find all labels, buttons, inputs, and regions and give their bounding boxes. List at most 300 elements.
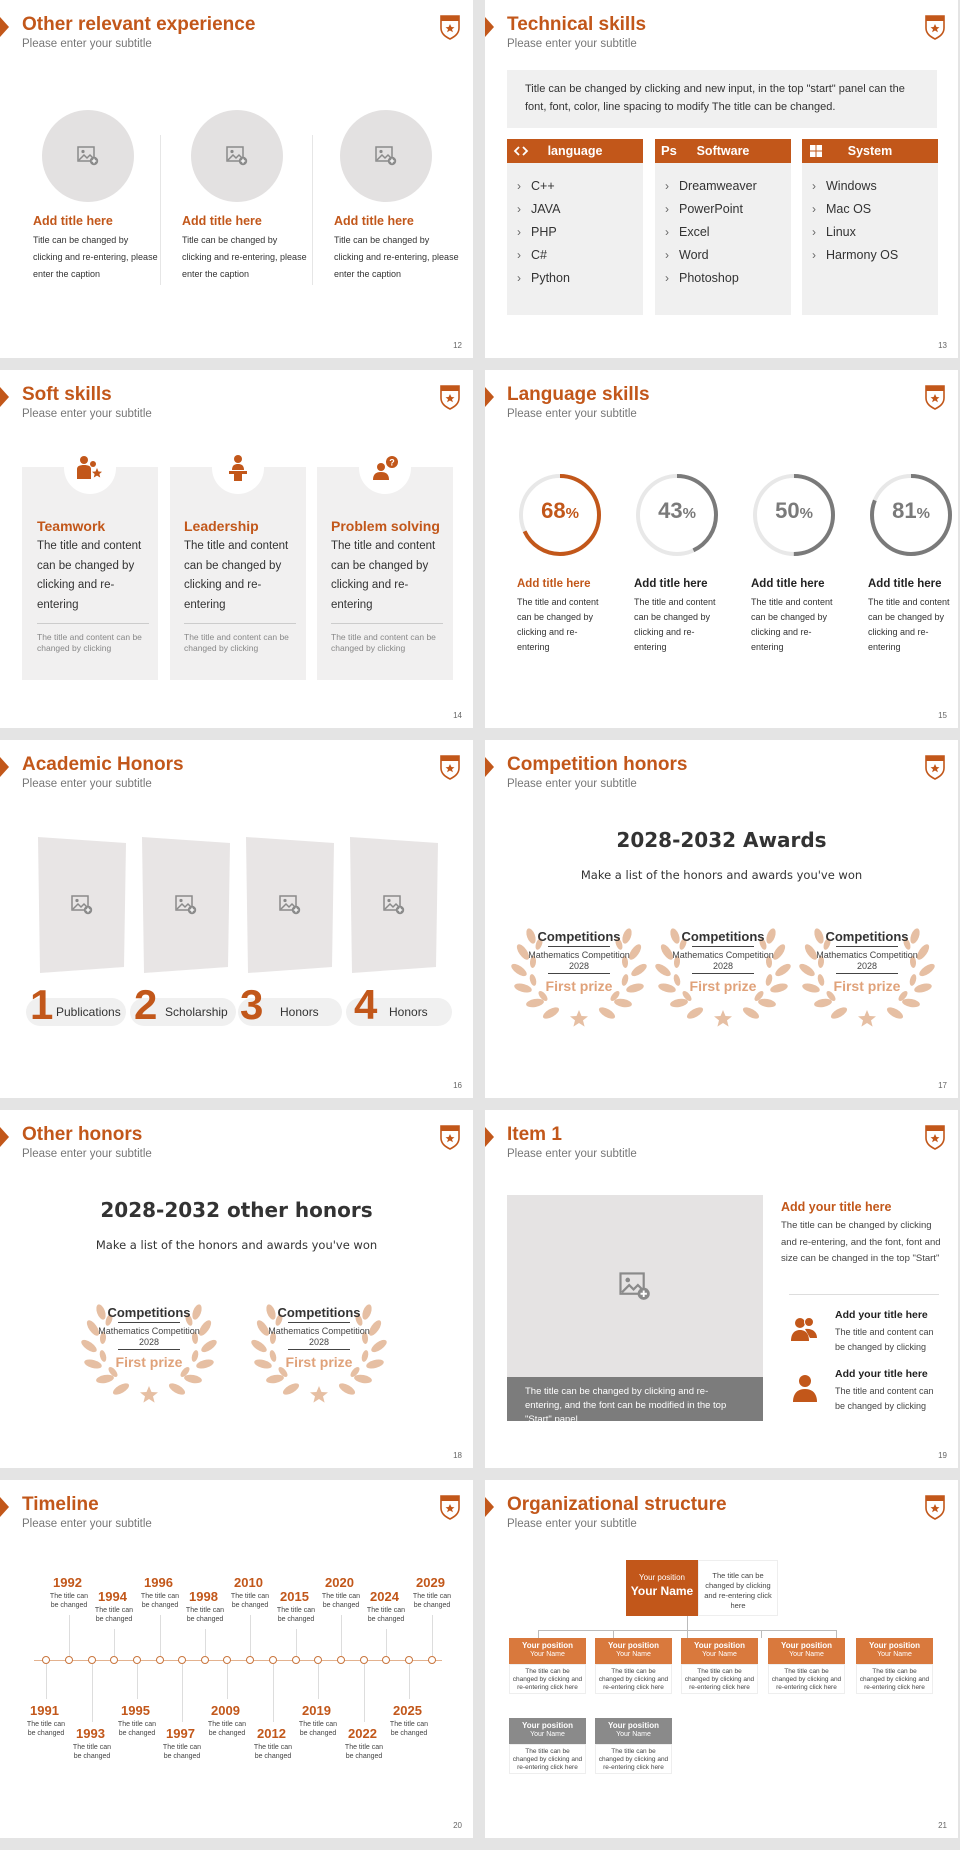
timeline-caption: The title can be changed bbox=[412, 1593, 452, 1609]
timeline-caption: The title can be changed bbox=[366, 1607, 406, 1623]
crest-logo bbox=[439, 1124, 461, 1150]
timeline-year: 1994 bbox=[98, 1589, 127, 1604]
slide-title: Other honors bbox=[22, 1124, 143, 1145]
timeline-dot bbox=[360, 1656, 368, 1664]
leadership-icon bbox=[212, 442, 264, 494]
ring-percent: % bbox=[799, 505, 813, 522]
timeline-dot bbox=[337, 1656, 345, 1664]
connector bbox=[836, 1630, 837, 1638]
divider bbox=[331, 623, 443, 624]
page-number: 17 bbox=[938, 1081, 947, 1090]
timeline-connector bbox=[69, 1615, 70, 1656]
timeline-year: 1997 bbox=[166, 1726, 195, 1741]
org-position: Your position bbox=[608, 1641, 659, 1650]
timeline-connector bbox=[386, 1629, 387, 1656]
soft-skill-text bbox=[184, 518, 296, 654]
connector bbox=[613, 1630, 614, 1638]
timeline-dot bbox=[314, 1656, 322, 1664]
timeline-dot bbox=[133, 1656, 141, 1664]
org-note: The title can be changed by clicking and re-entering click here bbox=[595, 1744, 672, 1774]
award-wreath bbox=[797, 918, 937, 1028]
code-icon bbox=[513, 143, 529, 159]
timeline-dot bbox=[382, 1656, 390, 1664]
experience-item bbox=[182, 214, 307, 283]
timeline-caption: The title can be changed bbox=[72, 1744, 112, 1760]
org-name: Your Name bbox=[530, 1651, 565, 1658]
slide-technical-skills[interactable] bbox=[485, 0, 958, 358]
timeline-caption: The title can be changed bbox=[321, 1593, 361, 1609]
slide-item-1[interactable] bbox=[485, 1110, 958, 1468]
soft-skill-title: Teamwork bbox=[37, 518, 106, 534]
timeline-caption: The title can be changed bbox=[298, 1721, 338, 1737]
timeline-dot bbox=[110, 1656, 118, 1664]
org-note: The title can be changed by clicking and re-entering click here bbox=[509, 1664, 586, 1694]
teamwork-icon bbox=[64, 442, 116, 494]
org-note: The title can be changed by clicking and re-entering click here bbox=[509, 1744, 586, 1774]
org-position: Your position bbox=[869, 1641, 920, 1650]
skill-item: › Harmony OS bbox=[812, 244, 898, 267]
image-placeholder[interactable] bbox=[340, 110, 432, 202]
org-name: Your Name bbox=[877, 1651, 912, 1658]
org-name: Your Name bbox=[789, 1651, 824, 1658]
timeline-year: 2010 bbox=[234, 1575, 263, 1590]
award-title: Competitions bbox=[825, 929, 909, 944]
award-year: 2028 bbox=[568, 961, 590, 971]
timeline-caption: The title can be changed bbox=[253, 1744, 293, 1760]
skill-header-label: language bbox=[547, 144, 603, 158]
skill-item: › Dreamweaver bbox=[665, 175, 757, 198]
honor-number: 1 bbox=[30, 981, 54, 1028]
award-title: Competitions bbox=[277, 1305, 361, 1320]
slide-subtitle: Please enter your subtitle bbox=[22, 38, 152, 50]
award-year: 2028 bbox=[308, 1337, 330, 1347]
timeline-year: 2020 bbox=[325, 1575, 354, 1590]
image-caption: The title can be changed by clicking and re-entering, and the font can be modified in the top "Start" panel. bbox=[507, 1377, 763, 1421]
timeline-year: 2012 bbox=[257, 1726, 286, 1741]
award-year: 2028 bbox=[712, 961, 734, 971]
skill-header-language bbox=[507, 139, 643, 163]
slide-title: Soft skills bbox=[22, 384, 112, 405]
timeline-year: 2024 bbox=[370, 1589, 399, 1604]
image-icon bbox=[383, 895, 405, 915]
slide-title: Academic Honors bbox=[22, 754, 184, 775]
item-body: Title can be changed by clicking and re-entering, please enter the caption bbox=[182, 235, 307, 279]
org-top-box[interactable] bbox=[626, 1560, 698, 1616]
crest-logo bbox=[439, 754, 461, 780]
org-name: Your Name bbox=[616, 1651, 651, 1658]
timeline-dot bbox=[269, 1656, 277, 1664]
slide-title: Item 1 bbox=[507, 1124, 562, 1145]
image-placeholder[interactable] bbox=[507, 1195, 763, 1377]
slide-competition-honors[interactable] bbox=[485, 740, 958, 1098]
crest-logo bbox=[924, 384, 946, 410]
page-number: 15 bbox=[938, 711, 947, 720]
ring-value: 68 bbox=[541, 498, 566, 523]
timeline-year: 2009 bbox=[211, 1703, 240, 1718]
ring-label bbox=[751, 498, 837, 524]
title-marker bbox=[485, 757, 494, 777]
timeline-connector bbox=[182, 1664, 183, 1722]
divider bbox=[118, 1349, 180, 1350]
award-sub: Mathematics Competition bbox=[98, 1326, 200, 1336]
skill-item: › C++ bbox=[517, 175, 570, 198]
org-box[interactable] bbox=[509, 1638, 586, 1664]
svg-text:?: ? bbox=[389, 457, 395, 468]
title-marker bbox=[0, 1497, 9, 1517]
ring-label bbox=[517, 498, 603, 524]
slide-language-skills[interactable] bbox=[485, 370, 958, 728]
timeline-connector bbox=[205, 1629, 206, 1656]
org-box[interactable] bbox=[509, 1718, 586, 1744]
language-title: Add title here bbox=[517, 578, 591, 590]
image-placeholder[interactable] bbox=[191, 110, 283, 202]
image-placeholder[interactable] bbox=[42, 110, 134, 202]
skill-header-system bbox=[802, 139, 938, 163]
title-marker bbox=[0, 757, 9, 777]
timeline-year: 1991 bbox=[30, 1703, 59, 1718]
slide-subtitle: Please enter your subtitle bbox=[507, 1518, 637, 1530]
org-name: Your Name bbox=[702, 1651, 737, 1658]
divider bbox=[548, 973, 610, 974]
divider bbox=[184, 623, 296, 624]
honor-label: Publications bbox=[56, 1005, 121, 1019]
soft-skill-text bbox=[331, 518, 443, 654]
timeline-dot bbox=[156, 1656, 164, 1664]
point-title: Add your title here bbox=[835, 1368, 928, 1380]
page-number: 18 bbox=[453, 1451, 462, 1460]
award-title: Competitions bbox=[537, 929, 621, 944]
org-position: Your position bbox=[608, 1721, 659, 1730]
timeline-caption: The title can be changed bbox=[185, 1607, 225, 1623]
org-top-note: The title can be changed by clicking and re-entering click here bbox=[698, 1560, 778, 1616]
soft-skill-note: The title and content can be changed by clicking bbox=[184, 632, 289, 653]
timeline-year: 1993 bbox=[76, 1726, 105, 1741]
experience-item bbox=[33, 214, 158, 283]
slide-other-honors[interactable] bbox=[0, 1110, 473, 1468]
title-marker bbox=[0, 17, 9, 37]
slide-other-relevant-experience[interactable] bbox=[0, 0, 473, 358]
org-name: Your Name bbox=[530, 1731, 565, 1738]
experience-item bbox=[334, 214, 459, 283]
skill-item: › Python bbox=[517, 267, 570, 290]
timeline-caption: The title can be changed bbox=[117, 1721, 157, 1737]
timeline-dot bbox=[223, 1656, 231, 1664]
award-prize: First prize bbox=[285, 1354, 353, 1370]
language-ring bbox=[868, 472, 954, 558]
page-number: 21 bbox=[938, 1821, 947, 1830]
divider bbox=[288, 1322, 350, 1323]
timeline-connector bbox=[273, 1664, 274, 1722]
skill-item: › Word bbox=[665, 244, 757, 267]
award-prize: First prize bbox=[833, 978, 901, 994]
award-sub: Mathematics Competition bbox=[268, 1326, 370, 1336]
awards-subheading: Make a list of the honors and awards you've won bbox=[95, 1238, 378, 1252]
ring-percent: % bbox=[682, 505, 696, 522]
timeline-caption: The title can be changed bbox=[94, 1607, 134, 1623]
org-box[interactable] bbox=[681, 1638, 758, 1664]
award-title: Competitions bbox=[107, 1305, 191, 1320]
image-icon bbox=[175, 895, 197, 915]
divider bbox=[836, 946, 898, 947]
soft-skill-body: The title and content can be changed by clicking and re-entering bbox=[37, 540, 142, 611]
side-title: Add your title here bbox=[781, 1200, 892, 1214]
slide-title: Other relevant experience bbox=[22, 14, 256, 35]
divider bbox=[836, 973, 898, 974]
timeline-year: 2025 bbox=[393, 1703, 422, 1718]
soft-skill-note: The title and content can be changed by clicking bbox=[331, 632, 436, 653]
language-body: The title and content can be changed by clicking and re-entering bbox=[634, 597, 716, 652]
image-icon bbox=[375, 146, 397, 166]
honor-label: Honors bbox=[389, 1005, 428, 1019]
problem-solving-icon bbox=[359, 442, 411, 494]
org-box[interactable] bbox=[768, 1638, 845, 1664]
award-prize: First prize bbox=[545, 978, 613, 994]
skill-header-label: System bbox=[847, 144, 893, 158]
timeline-dot bbox=[246, 1656, 254, 1664]
page-number: 13 bbox=[938, 341, 947, 350]
timeline-connector bbox=[432, 1615, 433, 1656]
org-box[interactable] bbox=[595, 1638, 672, 1664]
soft-skill-note: The title and content can be changed by clicking bbox=[37, 632, 142, 653]
page-number: 12 bbox=[453, 341, 462, 350]
ring-value: 81 bbox=[892, 498, 917, 523]
timeline-connector bbox=[114, 1629, 115, 1656]
slide-subtitle: Please enter your subtitle bbox=[507, 408, 637, 420]
crest-logo bbox=[924, 1494, 946, 1520]
award-sub: Mathematics Competition bbox=[816, 950, 918, 960]
title-marker bbox=[485, 1127, 494, 1147]
slide-title: Language skills bbox=[507, 384, 650, 405]
timeline-year: 1998 bbox=[189, 1589, 218, 1604]
slide-title: Organizational structure bbox=[507, 1494, 727, 1515]
slide-timeline[interactable] bbox=[0, 1480, 473, 1838]
timeline-connector bbox=[364, 1664, 365, 1722]
award-title: Competitions bbox=[681, 929, 765, 944]
point-body: The title and content can be changed by clicking bbox=[835, 1327, 934, 1352]
timeline-dot bbox=[292, 1656, 300, 1664]
image-icon bbox=[71, 895, 93, 915]
timeline-year: 2022 bbox=[348, 1726, 377, 1741]
connector bbox=[761, 1630, 762, 1638]
org-name: Your Name bbox=[630, 1584, 694, 1598]
slide-title: Competition honors bbox=[507, 754, 688, 775]
item-title: Add title here bbox=[334, 214, 414, 228]
timeline-year: 2029 bbox=[416, 1575, 445, 1590]
slide-title: Technical skills bbox=[507, 14, 647, 35]
timeline-connector bbox=[318, 1664, 319, 1699]
language-title: Add title here bbox=[634, 578, 708, 590]
awards-subheading: Make a list of the honors and awards you've won bbox=[580, 868, 863, 882]
timeline-caption: The title can be changed bbox=[344, 1744, 384, 1760]
timeline-dot bbox=[42, 1656, 50, 1664]
slide-subtitle: Please enter your subtitle bbox=[22, 778, 152, 790]
point-body: The title and content can be changed by clicking bbox=[835, 1386, 934, 1411]
language-body: The title and content can be changed by clicking and re-entering bbox=[868, 597, 950, 652]
timeline-connector bbox=[160, 1615, 161, 1656]
connector bbox=[687, 1630, 688, 1638]
awards-heading: 2028-2032 other honors bbox=[100, 1198, 373, 1222]
award-wreath bbox=[509, 918, 649, 1028]
ps-icon: Ps bbox=[661, 143, 677, 158]
page-number: 20 bbox=[453, 1821, 462, 1830]
timeline-caption: The title can be changed bbox=[389, 1721, 429, 1737]
soft-skill-text bbox=[37, 518, 149, 654]
timeline-year: 2015 bbox=[280, 1589, 309, 1604]
timeline-connector bbox=[296, 1629, 297, 1656]
skill-list bbox=[665, 175, 757, 290]
timeline-connector bbox=[92, 1664, 93, 1722]
timeline-connector bbox=[409, 1664, 410, 1699]
timeline-year: 1992 bbox=[53, 1575, 82, 1590]
org-box[interactable] bbox=[595, 1718, 672, 1744]
intro-text: Title can be changed by clicking and new input, in the top "start" panel can the font, font, color, line spacing to modify The title can be changed. bbox=[507, 70, 937, 128]
org-position: Your position bbox=[781, 1641, 832, 1650]
timeline-caption: The title can be changed bbox=[140, 1593, 180, 1609]
crest-logo bbox=[439, 1494, 461, 1520]
slide-academic-honors[interactable] bbox=[0, 740, 473, 1098]
slide-title: Timeline bbox=[22, 1494, 99, 1515]
divider bbox=[288, 1349, 350, 1350]
ring-percent: % bbox=[916, 505, 930, 522]
timeline-caption: The title can be changed bbox=[207, 1721, 247, 1737]
org-box[interactable] bbox=[856, 1638, 933, 1664]
timeline-year: 1996 bbox=[144, 1575, 173, 1590]
slide-subtitle: Please enter your subtitle bbox=[22, 408, 152, 420]
page-number: 14 bbox=[453, 711, 462, 720]
ring-percent: % bbox=[565, 505, 579, 522]
divider bbox=[118, 1322, 180, 1323]
divider bbox=[548, 946, 610, 947]
timeline-caption: The title can be changed bbox=[276, 1607, 316, 1623]
org-name: Your Name bbox=[616, 1731, 651, 1738]
timeline-connector bbox=[250, 1615, 251, 1656]
skill-item: › PHP bbox=[517, 221, 570, 244]
timeline-caption: The title can be changed bbox=[162, 1744, 202, 1760]
timeline-year: 2019 bbox=[302, 1703, 331, 1718]
item-title: Add title here bbox=[33, 214, 113, 228]
point-title: Add your title here bbox=[835, 1309, 928, 1321]
ring-label bbox=[634, 498, 720, 524]
org-note: The title can be changed by clicking and re-entering click here bbox=[681, 1664, 758, 1694]
skill-item: › PowerPoint bbox=[665, 198, 757, 221]
skill-header-label: Software bbox=[696, 144, 750, 158]
item-body: Title can be changed by clicking and re-entering, please enter the caption bbox=[334, 235, 459, 279]
skill-list bbox=[812, 175, 898, 267]
honor-label: Honors bbox=[280, 1005, 319, 1019]
ring-label bbox=[868, 498, 954, 524]
crest-logo bbox=[439, 384, 461, 410]
org-position: Your position bbox=[522, 1721, 573, 1730]
slide-soft-skills[interactable] bbox=[0, 370, 473, 728]
language-ring bbox=[751, 472, 837, 558]
award-wreath bbox=[249, 1294, 389, 1404]
timeline-connector bbox=[46, 1664, 47, 1699]
skill-item: › C# bbox=[517, 244, 570, 267]
divider bbox=[37, 623, 149, 624]
soft-skill-title: Problem solving bbox=[331, 518, 440, 534]
skill-item: › Mac OS bbox=[812, 198, 898, 221]
title-marker bbox=[485, 1497, 494, 1517]
honor-label: Scholarship bbox=[165, 1005, 228, 1019]
image-icon bbox=[279, 895, 301, 915]
slide-subtitle: Please enter your subtitle bbox=[507, 1148, 637, 1160]
honor-number: 3 bbox=[240, 981, 264, 1028]
timeline-dot bbox=[201, 1656, 209, 1664]
skill-item: › Excel bbox=[665, 221, 757, 244]
crest-logo bbox=[924, 1124, 946, 1150]
skill-item: › Linux bbox=[812, 221, 898, 244]
award-prize: First prize bbox=[115, 1354, 183, 1370]
title-marker bbox=[485, 17, 494, 37]
org-position: Your position bbox=[639, 1573, 685, 1582]
skill-item: › Photoshop bbox=[665, 267, 757, 290]
timeline-caption: The title can be changed bbox=[26, 1721, 66, 1737]
skill-header-software bbox=[655, 139, 791, 163]
award-prize: First prize bbox=[689, 978, 757, 994]
title-marker bbox=[0, 387, 9, 407]
slide-subtitle: Please enter your subtitle bbox=[22, 1148, 152, 1160]
divider bbox=[692, 973, 754, 974]
divider bbox=[312, 135, 313, 285]
award-sub: Mathematics Competition bbox=[672, 950, 774, 960]
skill-item: › JAVA bbox=[517, 198, 570, 221]
timeline-connector bbox=[341, 1615, 342, 1656]
image-icon bbox=[77, 146, 99, 166]
connector bbox=[538, 1630, 539, 1638]
ring-value: 50 bbox=[775, 498, 800, 523]
image-icon bbox=[619, 1272, 651, 1301]
timeline-dot bbox=[178, 1656, 186, 1664]
users-icon bbox=[790, 1316, 818, 1342]
language-ring bbox=[634, 472, 720, 558]
language-body: The title and content can be changed by clicking and re-entering bbox=[751, 597, 833, 652]
side-body: The title can be changed by clicking and re-entering, and the font, font and size can be changed in the top "Start" bbox=[781, 1220, 941, 1264]
image-icon bbox=[226, 146, 248, 166]
user-icon bbox=[792, 1374, 818, 1402]
honor-number: 2 bbox=[134, 981, 158, 1028]
timeline-dot bbox=[65, 1656, 73, 1664]
award-wreath bbox=[653, 918, 793, 1028]
divider bbox=[692, 946, 754, 947]
award-year: 2028 bbox=[138, 1337, 160, 1347]
awards-heading: 2028-2032 Awards bbox=[616, 828, 827, 852]
org-position: Your position bbox=[522, 1641, 573, 1650]
timeline-caption: The title can be changed bbox=[49, 1593, 89, 1609]
org-note: The title can be changed by clicking and re-entering click here bbox=[595, 1664, 672, 1694]
award-year: 2028 bbox=[856, 961, 878, 971]
slide-subtitle: Please enter your subtitle bbox=[507, 778, 637, 790]
timeline-dot bbox=[428, 1656, 436, 1664]
divider bbox=[789, 1294, 939, 1295]
windows-icon bbox=[808, 143, 824, 159]
language-ring bbox=[517, 472, 603, 558]
page-number: 19 bbox=[938, 1451, 947, 1460]
crest-logo bbox=[439, 14, 461, 40]
slide-organizational-structure[interactable] bbox=[485, 1480, 958, 1838]
honor-number: 4 bbox=[354, 981, 378, 1028]
crest-logo bbox=[924, 754, 946, 780]
ring-value: 43 bbox=[658, 498, 683, 523]
slide-subtitle: Please enter your subtitle bbox=[22, 1518, 152, 1530]
timeline-connector bbox=[137, 1664, 138, 1699]
divider bbox=[160, 135, 161, 285]
org-position: Your position bbox=[694, 1641, 745, 1650]
language-body: The title and content can be changed by clicking and re-entering bbox=[517, 597, 599, 652]
skill-list bbox=[517, 175, 570, 290]
title-marker bbox=[0, 1127, 9, 1147]
soft-skill-body: The title and content can be changed by clicking and re-entering bbox=[331, 540, 436, 611]
timeline-caption: The title can be changed bbox=[230, 1593, 270, 1609]
